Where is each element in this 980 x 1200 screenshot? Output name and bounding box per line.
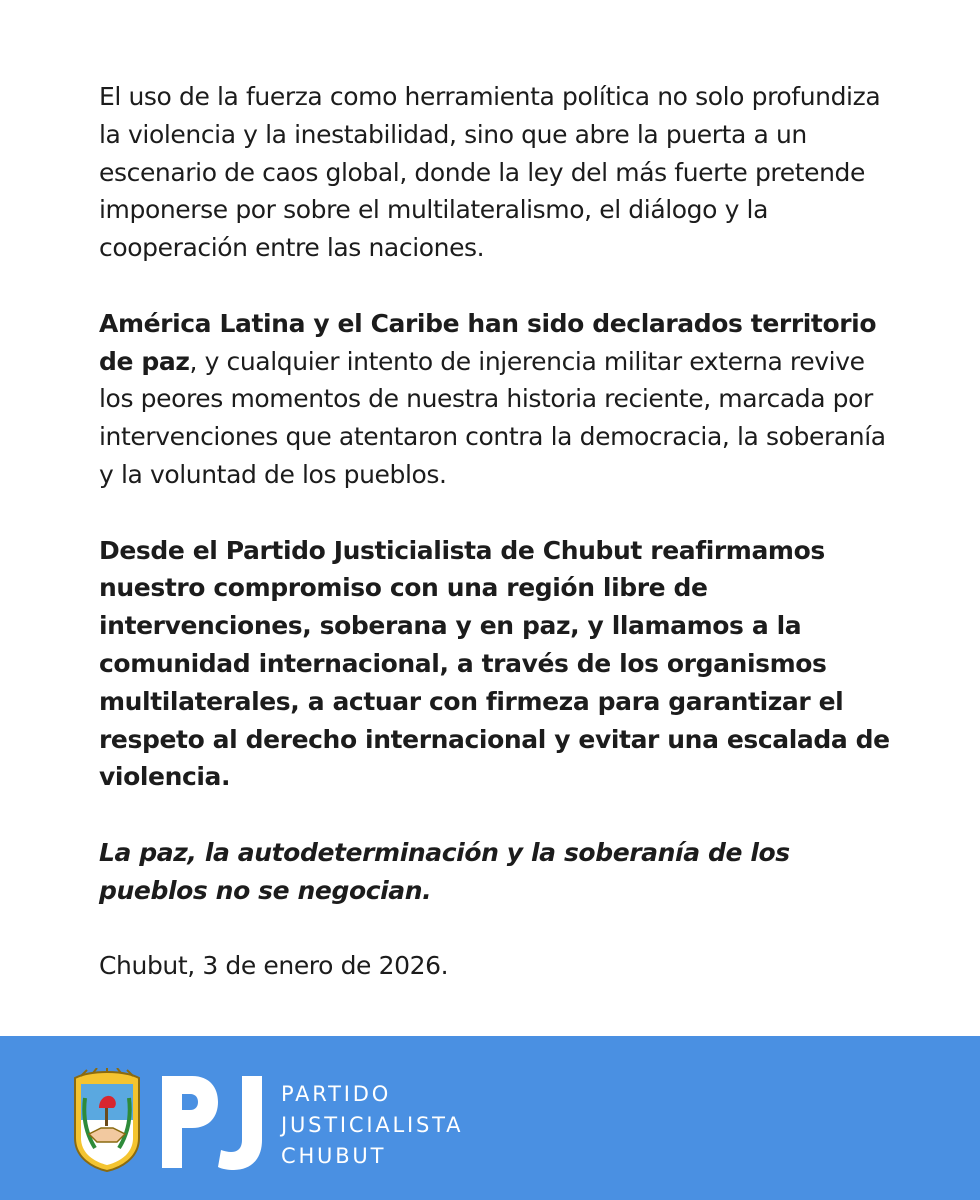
statement-paragraph-3: Desde el Partido Justicialista de Chubut reafirmamos nuestro compromiso con una región libre de intervenciones, soberana y en paz, y llamamos a la comunidad internacional, a través de los organismos multilaterales, a actuar con firmeza para garantizar el respeto al derecho internacional y evitar una escalada de violencia. (99, 535, 890, 792)
statement-paragraph-1: El uso de la fuerza como herramienta política no solo profundiza la violencia y la inestabilidad, sino que abre la puerta a un escenario de caos global, donde la ley del más fuerte pretende imponerse por sobre el multilateralismo, el diálogo y la cooperación entre las naciones. (99, 82, 881, 263)
pj-logo-mark (158, 1070, 270, 1174)
statement-paragraph-2 (99, 305, 899, 494)
party-name-line-2: JUSTICIALISTA (281, 1113, 464, 1137)
statement-place-date: Chubut, 3 de enero de 2026. (99, 951, 449, 981)
pj-logo-letters: PJ (158, 1070, 159, 1071)
footer-banner (0, 1036, 980, 1200)
statement-paragraph-2-text: , y cualquier intento de injerencia militar externa revive los peores momentos de nuestra historia reciente, marcada por intervenciones que atentaron contra la democracia, la soberanía y la voluntad de los pueblos. (99, 346, 886, 489)
statement-body (99, 78, 899, 1023)
party-name-line-1: PARTIDO (281, 1082, 392, 1106)
statement-paragraph-4: La paz, la autodeterminación y la soberanía de los pueblos no se negocian. (99, 837, 790, 905)
party-name-line-3: CHUBUT (281, 1144, 387, 1168)
party-name (281, 1079, 463, 1172)
justicialist-shield-icon (71, 1068, 143, 1172)
statement-paragraph-2-emphasis: América Latina y el Caribe han sido declarados territorio de paz (99, 308, 877, 376)
